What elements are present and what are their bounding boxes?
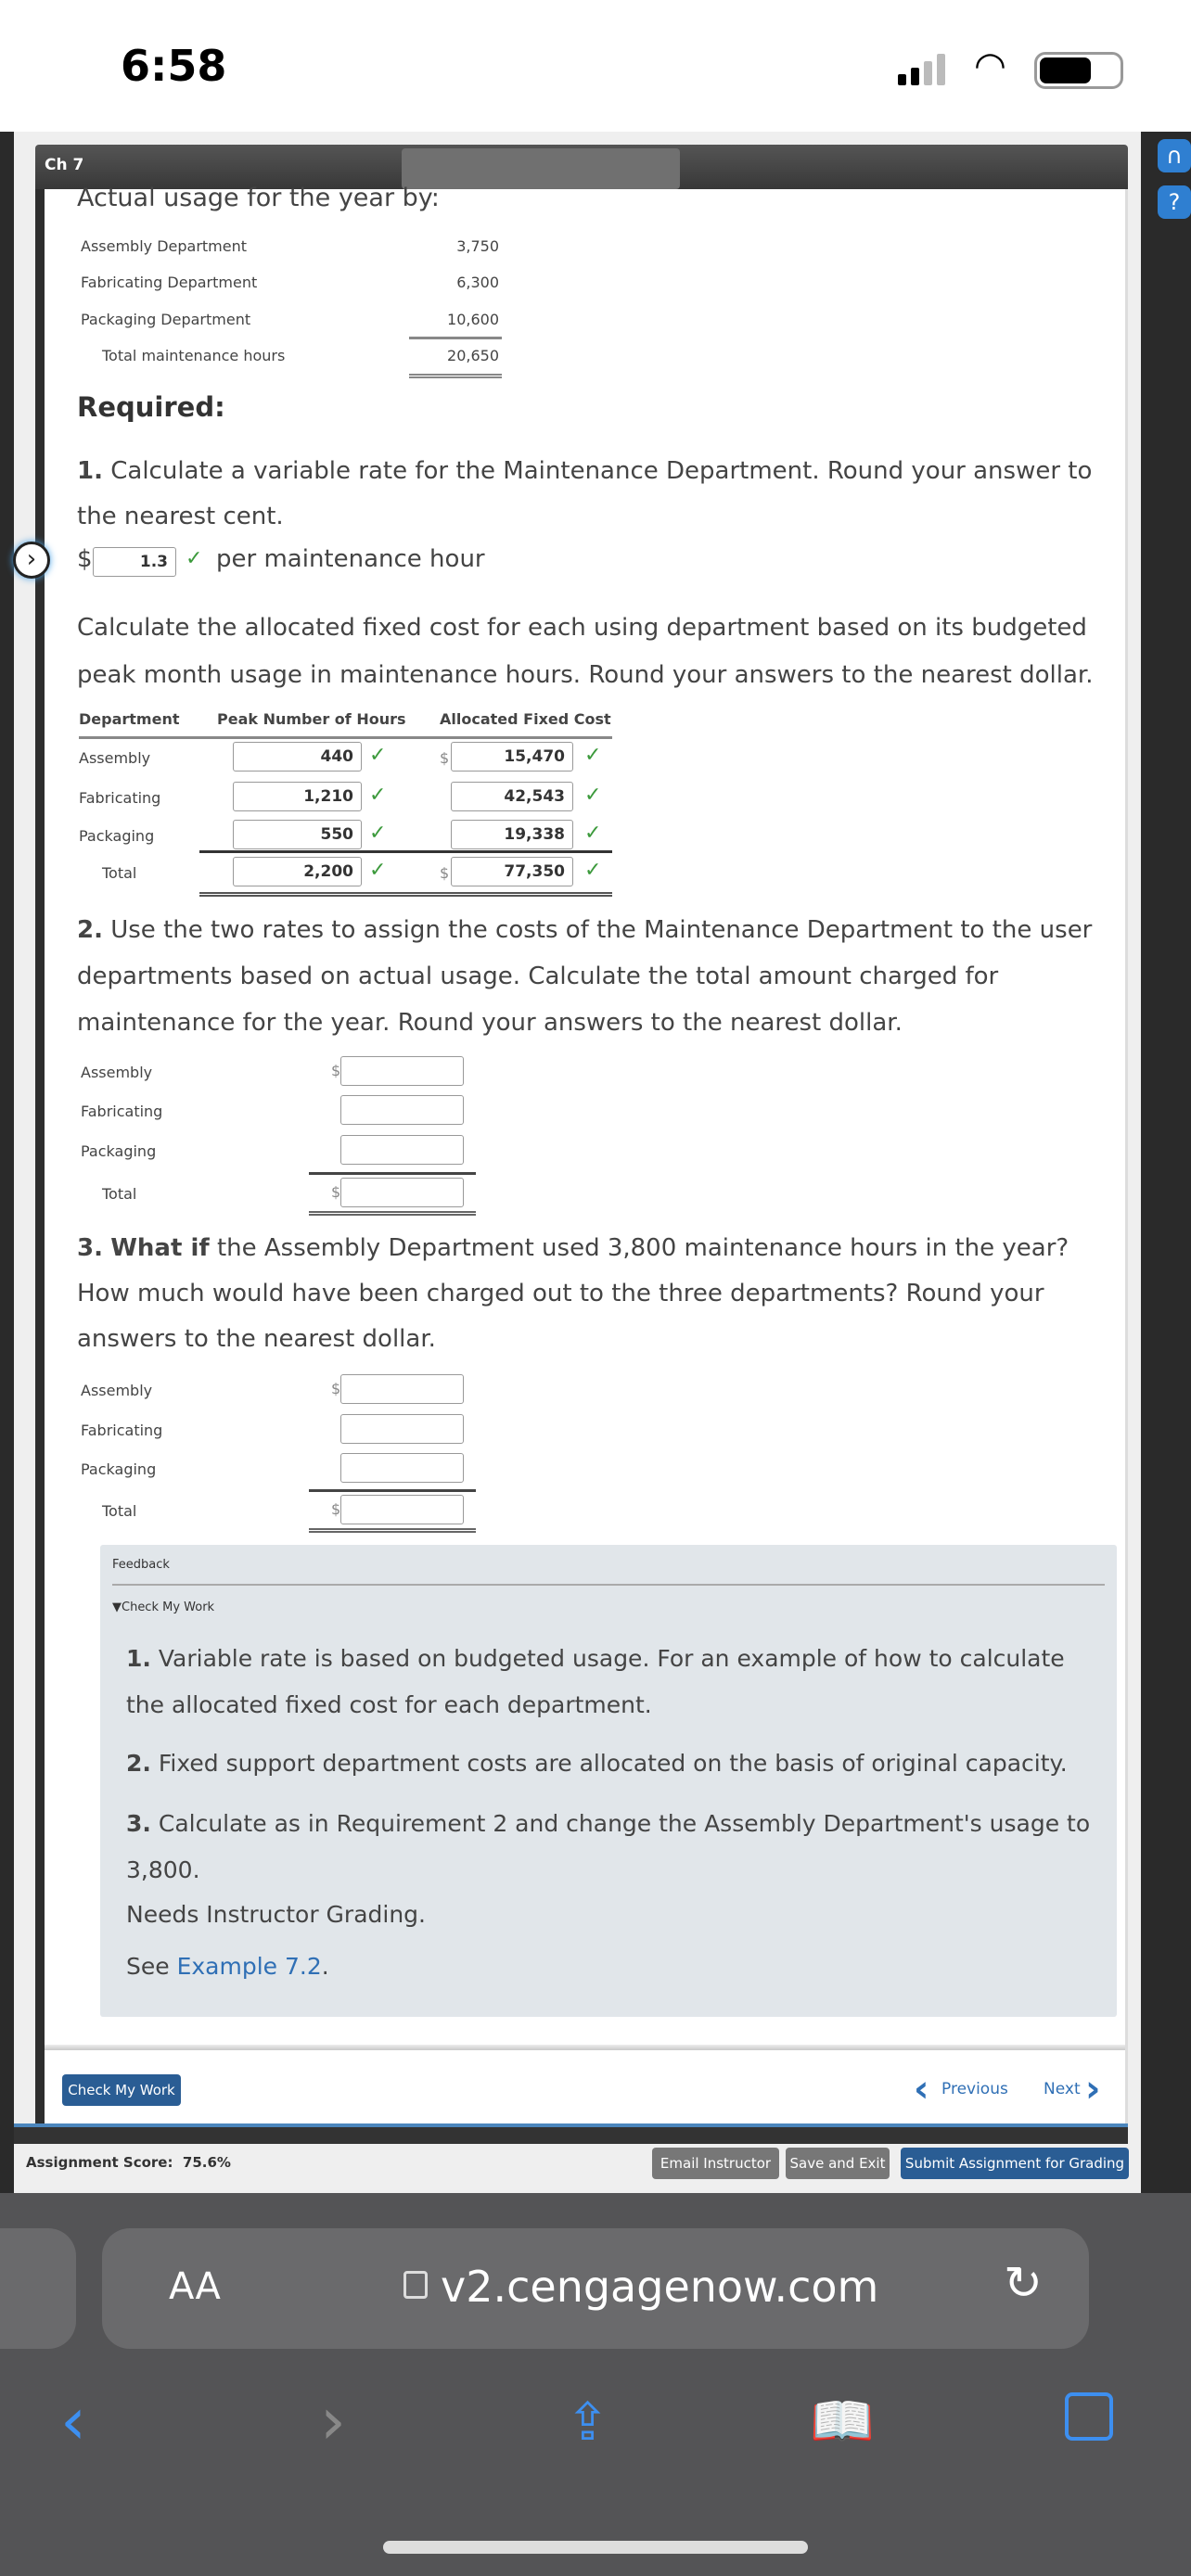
see-label: See (126, 1953, 170, 1980)
dollar-sign: $ (331, 1380, 341, 1397)
variable-rate-input[interactable]: 1.3 (93, 547, 176, 577)
total-double-line (199, 892, 612, 897)
dollar-sign: $ (331, 1500, 341, 1518)
wifi-icon: ◠ (974, 45, 1006, 87)
url-text[interactable]: v2.cengagenow.com (441, 2262, 879, 2312)
score-value: 75.6% (182, 2154, 231, 2171)
feedback-item (126, 1741, 1091, 1787)
department-label: Fabricating (79, 789, 161, 807)
amount-input[interactable] (340, 1056, 464, 1086)
q1-number: 1. (77, 457, 103, 485)
check-icon: ✓ (369, 859, 387, 882)
q3-text: the Assembly Department used 3,800 maintenance hours in the year? How much would have been charged out to the three departments? Round your answers to the nearest dollar. (77, 1234, 1069, 1353)
chapter-title: Ch 7 (45, 156, 84, 174)
department-label: Total (102, 864, 137, 882)
usage-label: Fabricating Department (81, 274, 258, 291)
department-label: Total (102, 1185, 137, 1203)
fixed-cost-input[interactable]: 42,543 (451, 782, 573, 811)
feedback-item (126, 1801, 1091, 1894)
feedback-divider (112, 1584, 1105, 1586)
fixed-cost-input[interactable]: 77,350 (451, 857, 573, 886)
department-label: Packaging (81, 1142, 157, 1160)
total-double-line (409, 374, 502, 378)
email-instructor-button[interactable]: Email Instructor (652, 2148, 779, 2179)
q3-prompt (77, 1226, 1121, 1362)
item-text: Variable rate is based on budgeted usage. For an example of how to calculate the allocated fixed cost for each department. (126, 1645, 1065, 1718)
q1-unit: per maintenance hour (216, 545, 485, 573)
check-icon: ✓ (186, 547, 203, 570)
subtotal-line (409, 337, 502, 339)
fixed-cost-input[interactable]: 15,470 (451, 742, 573, 772)
check-my-work-toggle[interactable]: ▼Check My Work (112, 1600, 215, 1614)
q1-prompt (77, 449, 1107, 540)
amount-input[interactable] (340, 1414, 464, 1444)
col-header-department: Department (79, 710, 180, 728)
total-rule (199, 850, 612, 853)
chevron-right-icon[interactable]: › (1085, 2068, 1101, 2111)
check-my-work-button[interactable]: Check My Work (62, 2074, 181, 2106)
col-header-fixed-cost: Allocated Fixed Cost (440, 710, 611, 728)
item-text: Calculate as in Requirement 2 and change the Assembly Department's usage to 3,800. (126, 1810, 1091, 1883)
peak-hours-input[interactable]: 550 (233, 820, 362, 849)
amount-input[interactable] (340, 1178, 464, 1207)
section-divider (45, 2045, 1125, 2050)
usage-value: 10,600 (447, 311, 499, 328)
feedback-item (126, 1636, 1091, 1728)
q1-currency: $ (77, 545, 93, 573)
check-icon: ✓ (584, 744, 602, 767)
amount-input[interactable] (340, 1374, 464, 1404)
reload-icon[interactable]: ↻ (1004, 2256, 1043, 2310)
check-icon: ✓ (584, 784, 602, 807)
department-label: Fabricating (81, 1422, 163, 1439)
footer-band (14, 2127, 1128, 2144)
next-link[interactable]: Next (1044, 2080, 1081, 2098)
amount-input[interactable] (340, 1495, 464, 1524)
department-label: Assembly (81, 1064, 153, 1081)
score-label: Assignment Score: (26, 2154, 173, 2171)
check-icon: ✓ (584, 859, 602, 882)
item-text: Fixed support department costs are allocated on the basis of original capacity. (158, 1750, 1068, 1777)
check-icon: ✓ (369, 784, 387, 807)
q2-text: Use the two rates to assign the costs of the Maintenance Department to the user departments based on actual usage. Calculate the total amount charged for maintenance for the year. Round your answers to the nearest dollar. (77, 916, 1093, 1037)
department-label: Fabricating (81, 1103, 163, 1120)
peak-hours-input[interactable]: 440 (233, 742, 362, 772)
what-if-label: What if (110, 1234, 210, 1262)
fixed-cost-input[interactable]: 19,338 (451, 820, 573, 849)
usage-heading: Actual usage for the year by: (77, 184, 440, 212)
clock: 6:58 (121, 41, 227, 91)
headset-icon[interactable]: ∩ (1158, 139, 1191, 172)
required-heading: Required: (77, 391, 225, 423)
save-and-exit-button[interactable]: Save and Exit (786, 2148, 890, 2179)
header-tab[interactable] (402, 148, 680, 189)
peak-hours-input[interactable]: 1,210 (233, 782, 362, 811)
check-icon: ✓ (584, 822, 602, 845)
usage-value: 6,300 (456, 274, 499, 291)
dollar-sign: $ (440, 864, 450, 882)
usage-label: Total maintenance hours (102, 347, 286, 364)
see-example (126, 1953, 329, 1980)
bookmarks-icon[interactable]: 📖 (810, 2391, 875, 2452)
q2-number: 2. (77, 916, 103, 944)
total-rule (309, 1172, 476, 1175)
usage-label: Assembly Department (81, 237, 248, 255)
chapter-header (35, 145, 1128, 189)
assignment-score (26, 2154, 231, 2171)
amount-input[interactable] (340, 1095, 464, 1125)
previous-link[interactable]: Previous (941, 2080, 1008, 2098)
item-number: 2. (126, 1750, 151, 1777)
q1b-prompt: Calculate the allocated fixed cost for each using department based on its budgeted peak month usage in maintenance hours. Round your answers to the nearest dollar. (77, 614, 1094, 689)
total-double-line (309, 1528, 476, 1533)
forward-icon[interactable]: › (320, 2383, 346, 2459)
dollar-sign: $ (331, 1183, 341, 1201)
check-icon: ✓ (369, 822, 387, 845)
total-double-line (309, 1211, 476, 1216)
expand-panel-button[interactable]: › (13, 542, 50, 579)
total-rule (309, 1489, 476, 1492)
share-icon[interactable]: ⇪ (566, 2392, 609, 2453)
usage-value: 20,650 (447, 347, 499, 364)
example-link[interactable]: Example 7.2 (176, 1953, 322, 1980)
dollar-sign: $ (440, 749, 450, 767)
department-label: Packaging (81, 1460, 157, 1478)
department-label: Total (102, 1502, 137, 1520)
feedback-title: Feedback (112, 1558, 170, 1572)
signal-icon (898, 54, 950, 85)
help-icon[interactable]: ? (1158, 185, 1191, 219)
dollar-sign: $ (331, 1062, 341, 1079)
department-label: Assembly (79, 749, 151, 767)
chevron-left-icon[interactable]: ‹ (914, 2068, 929, 2111)
check-icon: ✓ (369, 744, 387, 767)
department-label: Packaging (79, 827, 155, 845)
home-indicator (383, 2541, 808, 2554)
amount-input[interactable] (340, 1135, 464, 1165)
amount-input[interactable] (340, 1453, 464, 1483)
item-number: 3. (126, 1810, 151, 1837)
q2-prompt (77, 907, 1121, 1046)
previous-tab-pill[interactable] (0, 2228, 76, 2349)
back-icon[interactable]: ‹ (60, 2383, 86, 2459)
peak-hours-input[interactable]: 2,200 (233, 857, 362, 886)
header-rule (79, 736, 612, 739)
q1-text: Calculate a variable rate for the Maintenance Department. Round your answer to the nearest cent. (77, 457, 1093, 530)
col-header-peak-hours: Peak Number of Hours (217, 710, 406, 728)
period: . (321, 1953, 329, 1980)
submit-assignment-button[interactable]: Submit Assignment for Grading (901, 2148, 1129, 2179)
tabs-icon[interactable] (1065, 2392, 1113, 2441)
usage-value: 3,750 (456, 237, 499, 255)
status-bar (0, 0, 1191, 132)
department-label: Assembly (81, 1382, 153, 1399)
q3-number: 3. (77, 1234, 103, 1262)
lock-icon (403, 2271, 428, 2299)
battery-icon (1034, 52, 1123, 89)
reader-aa-button[interactable]: AA (169, 2265, 221, 2308)
address-bar[interactable] (102, 2228, 1089, 2349)
grading-note: Needs Instructor Grading. (126, 1901, 426, 1928)
usage-label: Packaging Department (81, 311, 251, 328)
item-number: 1. (126, 1645, 151, 1672)
